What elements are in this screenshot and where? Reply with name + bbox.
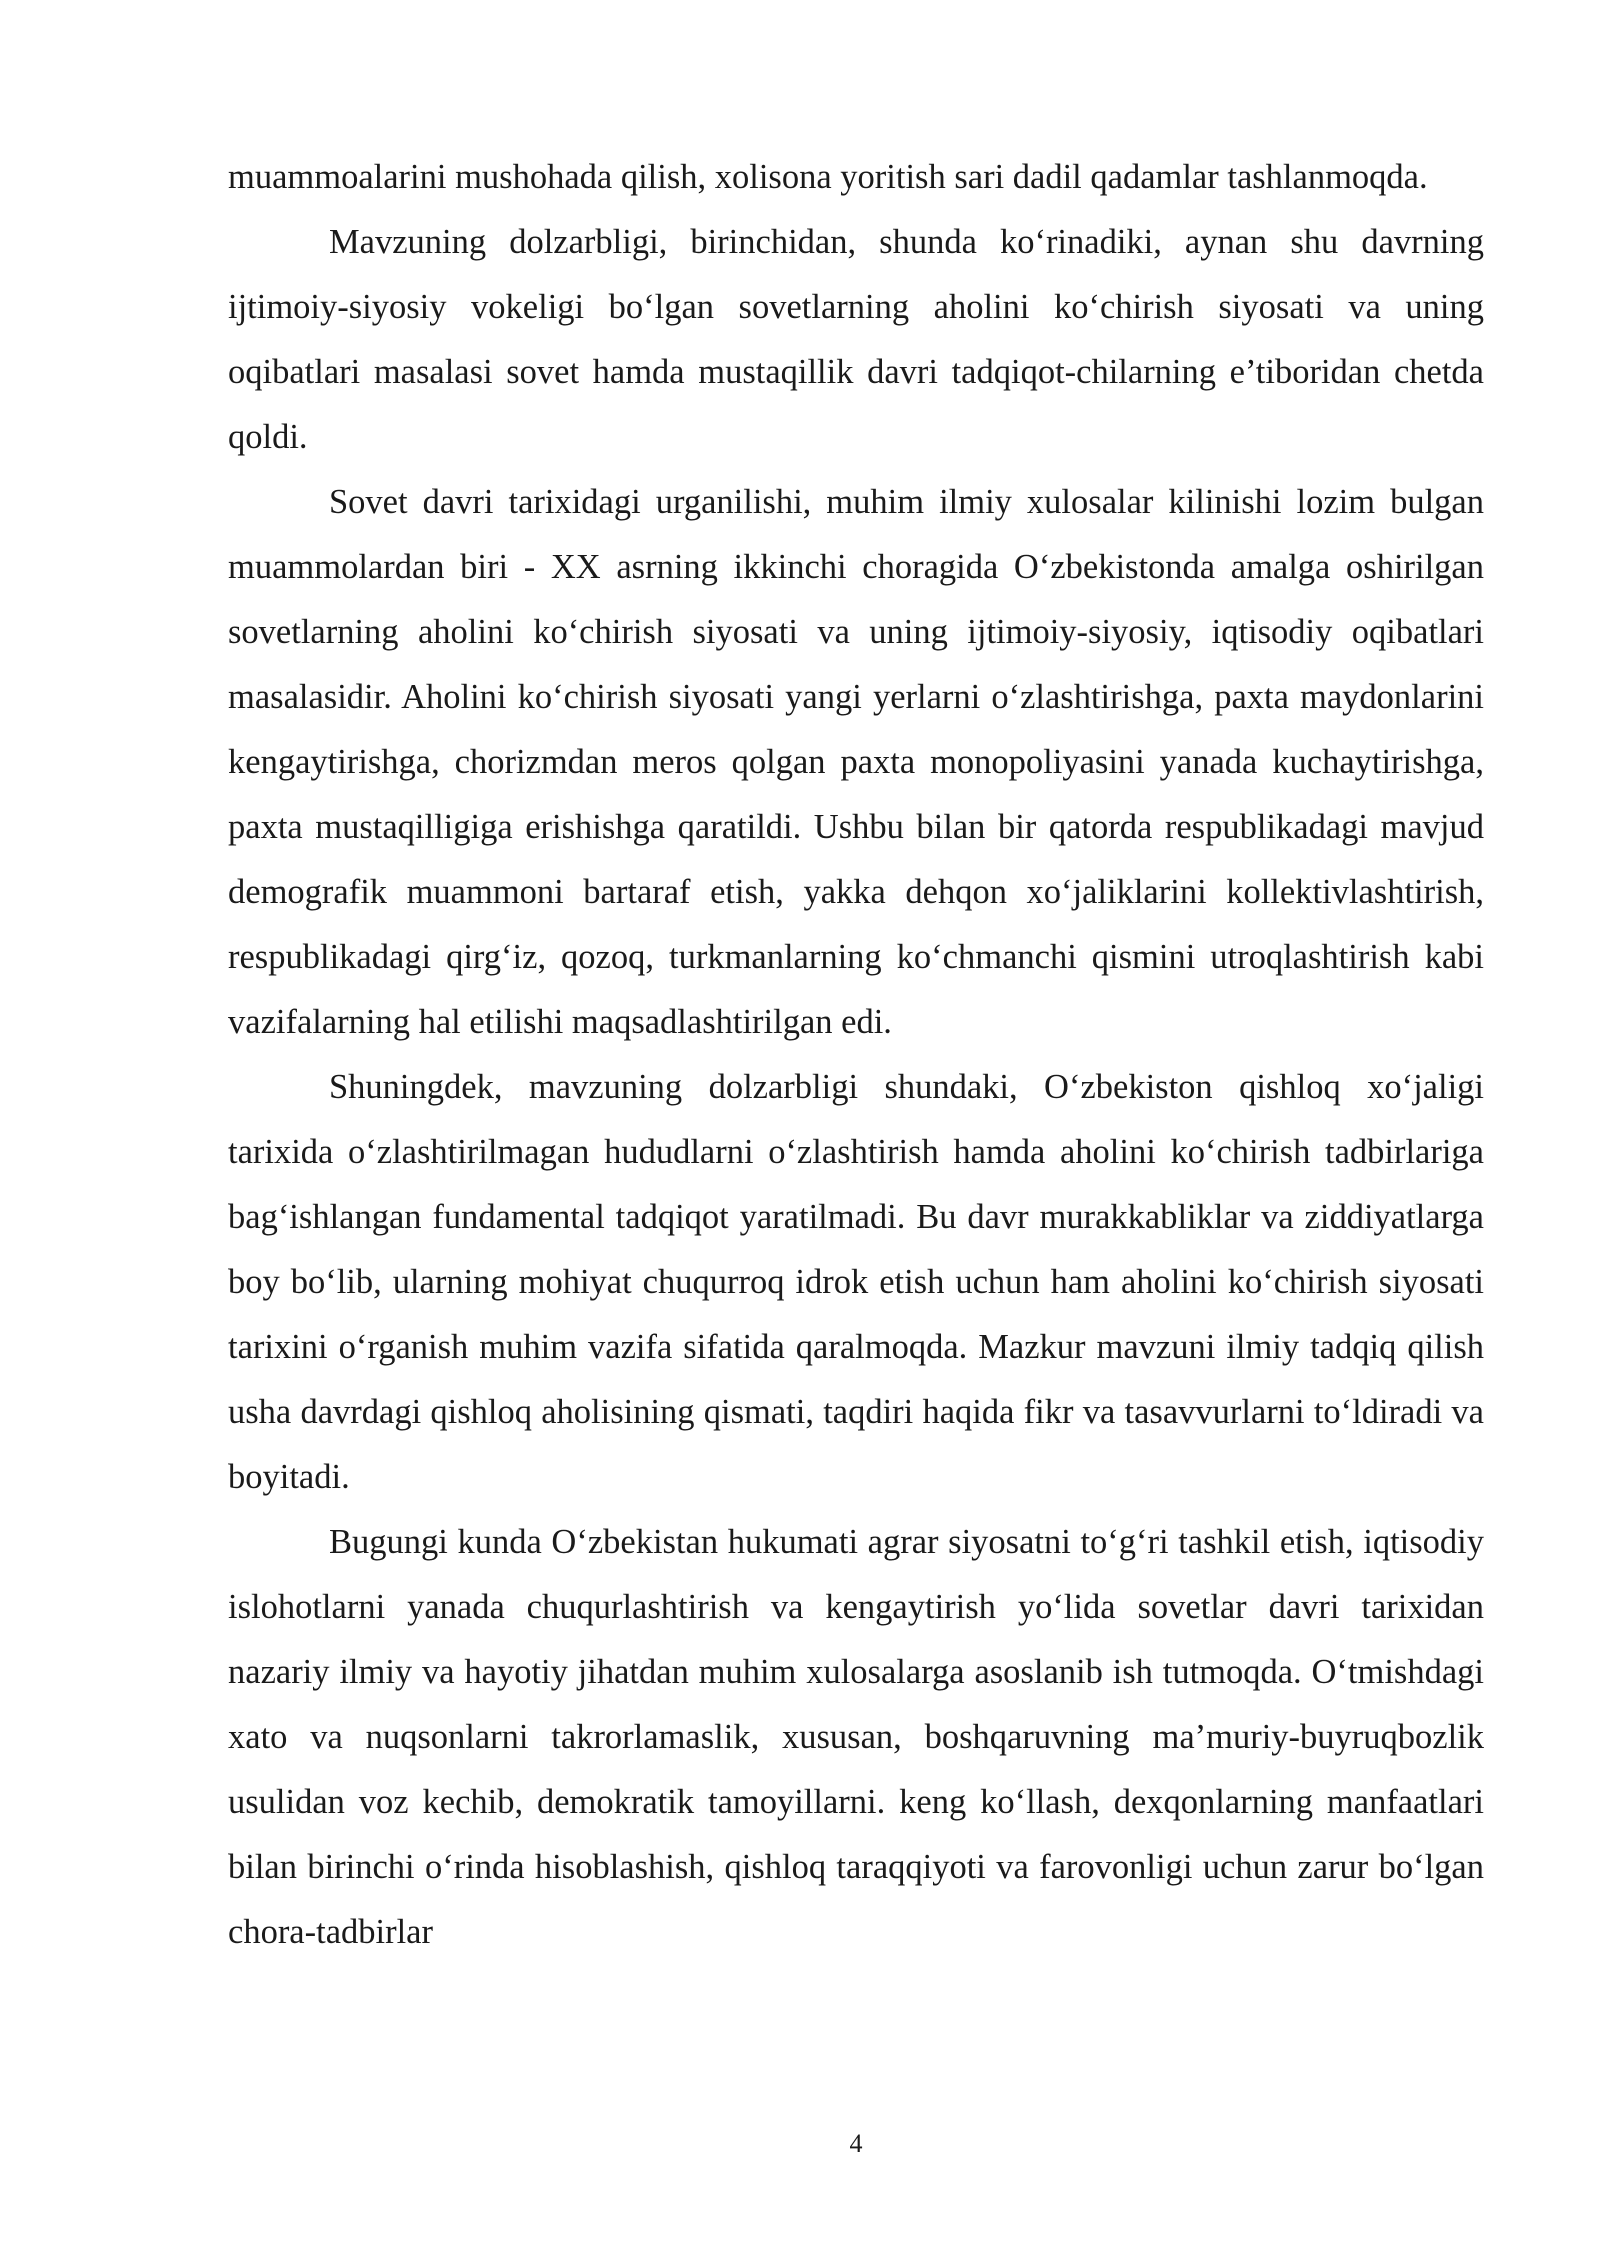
page-number: 4 [849,2129,863,2158]
paragraph-relevance-first: Mavzuning dolzarbligi, birinchidan, shunda ko‘rinadiki, aynan shu davrning ijtimoiy-siyosiy vokeligi bo‘lgan sovetlarning aholini ko‘chirish siyosati va uning oqibatlari masalasi sovet hamda mustaqillik davri tadqiqot-chilarning e’tiboridan chetda qoldi. [228,223,1484,456]
paragraph-relevance-second: Shuningdek, mavzuning dolzarbligi shundaki, O‘zbekiston qishloq xo‘jaligi tarixida o‘zlashtirilmagan hududlarni o‘zlashtirish hamda aholini ko‘chirish tadbirlariga bag‘ishlangan fundamental tadqiqot yaratilmadi. Bu davr murakkabliklar va ziddiyatlarga boy bo‘lib, ularning mohiyat chuqurroq idrok etish uchun ham aholini ko‘chirish siyosati tarixini o‘rganish muhim vazifa sifatida qaralmoqda. Mazkur mavzuni ilmiy tadqiq qilish usha davrdagi qishloq aholisining qismati, taqdiri haqida fikr va tasavvurlarni to‘ldiradi va boyitadi. [228,1068,1484,1496]
paragraph-soviet-history: Sovet davri tarixidagi urganilishi, muhim ilmiy xulosalar kilinishi lozim bulgan muammolardan biri - XX asrning ikkinchi choragida O‘zbekistonda amalga oshirilgan sovetlarning aholini ko‘chirish siyosati va uning ijtimoiy-siyosiy, iqtisodiy oqibatlari masalasidir. Aholini ko‘chirish siyosati yangi yerlarni o‘zlashtirishga, paxta maydonlarini kengaytirishga, chorizmdan meros qolgan paxta monopoliyasini yanada kuchaytirishga, paxta mustaqilligiga erishishga qaratildi. Ushbu bilan bir qatorda respublikadagi mavjud demografik muammoni bartaraf etish, yakka dehqon xo‘jaliklarini kollektivlashtirish, respublikadagi qirg‘iz, qozoq, turkmanlarning ko‘chmanchi qismini utroqlashtirish kabi vazifalarning hal etilishi maqsadlashtirilgan edi. [228,483,1484,1041]
paragraph-agrarian-policy: Bugungi kunda O‘zbekistan hukumati agrar siyosatni to‘g‘ri tashkil etish, iqtisodiy islohotlarni yanada chuqurlashtirish va kengaytirish yo‘lida sovetlar davri tarixidan nazariy ilmiy va hayotiy jihatdan muhim xulosalarga asoslanib ish tutmoqda. O‘tmishdagi xato va nuqsonlarni takrorlamaslik, xususan, boshqaruvning ma’muriy-buyruqbozlik usulidan voz kechib, demokratik tamoyillarni. keng ko‘llash, dexqonlarning manfaatlari bilan birinchi o‘rinda hisoblashish, qishloq taraqqiyoti va farovonligi uchun zarur bo‘lgan chora-tadbirlar [228,1523,1484,1951]
paragraph-continuation: muammoalarini mushohada qilish, xolisona yoritish sari dadil qadamlar tashlanmoqda. [228,158,1428,196]
page-body [228,145,1484,1965]
